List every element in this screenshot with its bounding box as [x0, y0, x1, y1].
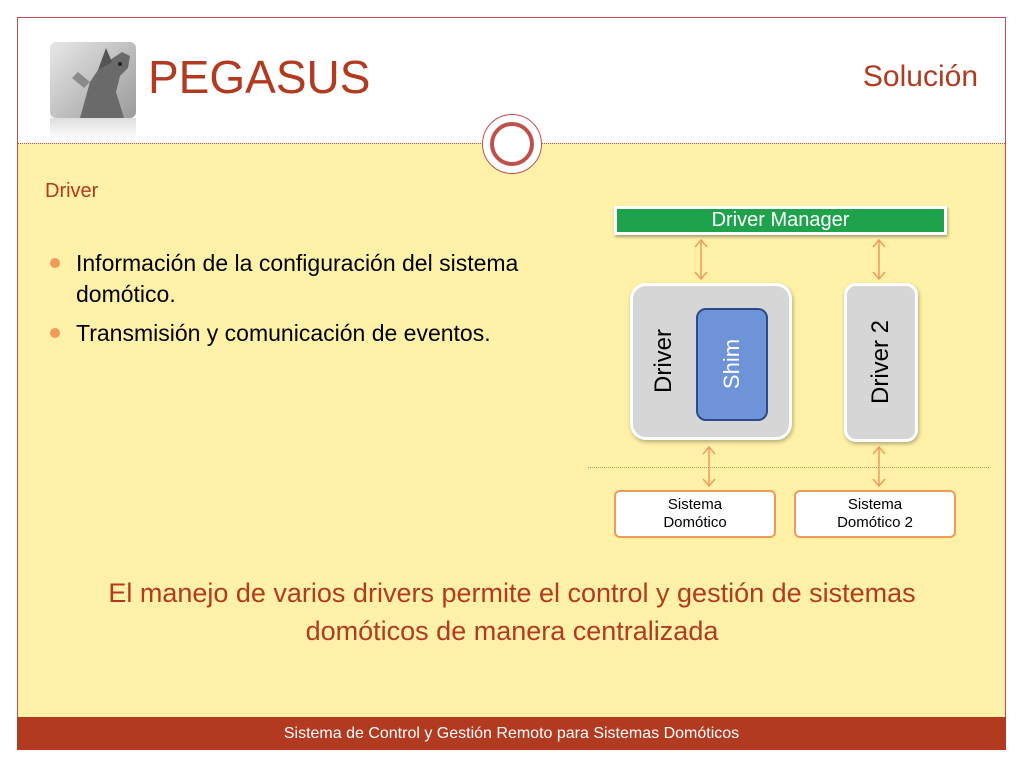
brand-title: PEGASUS: [148, 51, 371, 103]
sistema-domotico-2-line2: Domótico 2: [837, 514, 913, 531]
arrow-driver-system: [703, 447, 715, 486]
arrow-driver2-system2: [873, 447, 885, 486]
sistema-domotico-line1: Sistema: [667, 496, 723, 513]
driver-manager-label: Driver Manager: [711, 209, 850, 231]
sistema-domotico-line2: Domótico: [663, 514, 727, 531]
shim-label: Shim: [719, 338, 744, 390]
section-title: Solución: [862, 60, 978, 93]
sistema-domotico-2-line1: Sistema: [847, 496, 903, 513]
footer-text: Sistema de Control y Gestión Remoto para Sistemas Domóticos: [283, 724, 740, 742]
driver2-label: Driver 2: [867, 319, 894, 405]
conclusion-text: El manejo de varios drivers permite el control y gestión de sistemas domóticos de manera centralizada: [108, 578, 916, 646]
bullet-text: Transmisión y comunicación de eventos.: [76, 320, 491, 346]
arrow-manager-driver2: [873, 240, 885, 279]
arrow-manager-driver: [695, 240, 707, 279]
bullet-text: Información de la configuración del sistema domótico.: [76, 250, 519, 307]
footer-bar: [17, 717, 1006, 750]
driver-label: Driver: [650, 329, 677, 393]
slide-subtitle: Driver: [45, 180, 99, 202]
